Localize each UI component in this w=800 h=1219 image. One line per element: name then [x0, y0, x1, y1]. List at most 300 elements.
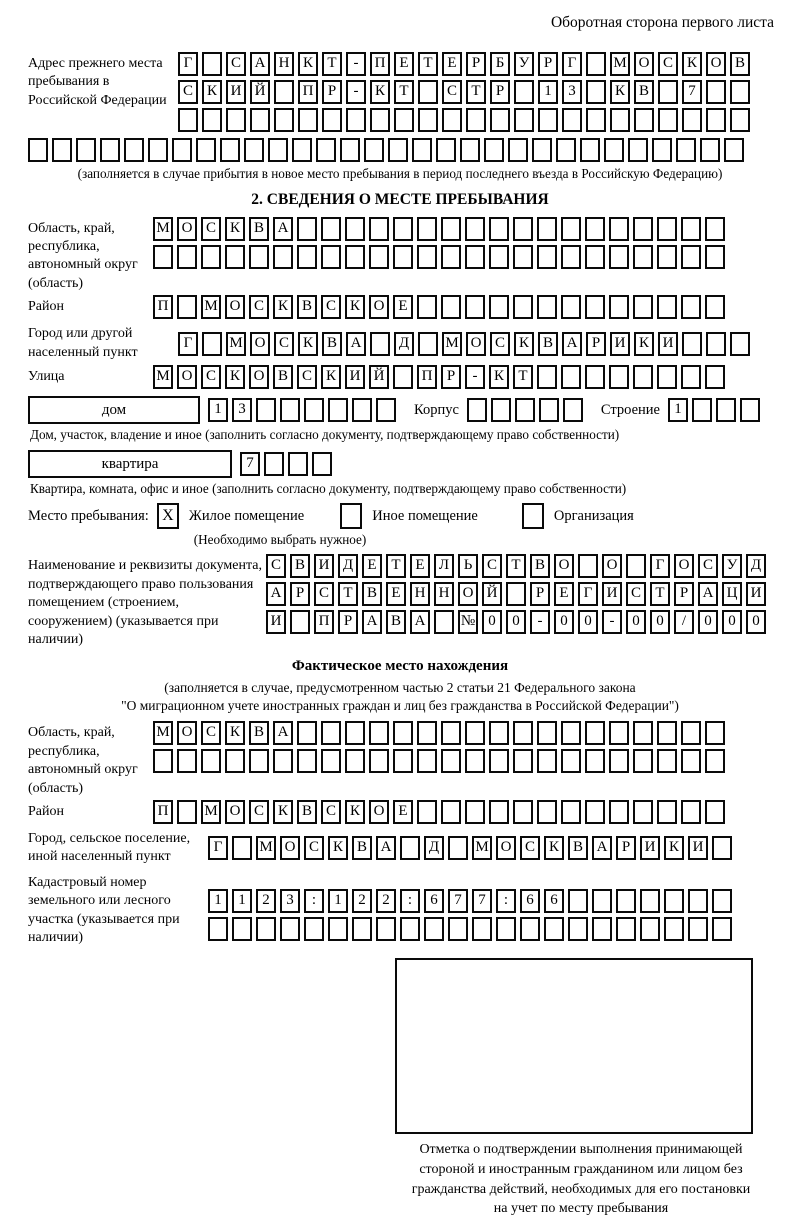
char-cell[interactable] — [633, 800, 653, 824]
char-cell[interactable] — [148, 138, 168, 162]
char-cell[interactable] — [585, 365, 605, 389]
char-cell[interactable] — [657, 245, 677, 269]
char-cell[interactable] — [370, 108, 390, 132]
char-cell[interactable] — [585, 749, 605, 773]
inoe-checkbox[interactable] — [340, 503, 362, 529]
char-cell[interactable] — [712, 889, 732, 913]
char-cell[interactable]: А — [346, 332, 366, 356]
char-cell[interactable]: О — [634, 52, 654, 76]
char-cell[interactable]: К — [634, 332, 654, 356]
char-cell[interactable] — [556, 138, 576, 162]
char-cell[interactable]: 7 — [472, 889, 492, 913]
char-cell[interactable] — [436, 138, 456, 162]
char-cell[interactable]: А — [562, 332, 582, 356]
char-cell[interactable]: Н — [410, 582, 430, 606]
char-cell[interactable] — [369, 217, 389, 241]
char-cell[interactable] — [537, 800, 557, 824]
char-cell[interactable]: С — [249, 800, 269, 824]
char-cell[interactable]: К — [610, 80, 630, 104]
char-cell[interactable] — [417, 295, 437, 319]
char-cell[interactable]: И — [266, 610, 286, 634]
char-cell[interactable] — [297, 749, 317, 773]
char-cell[interactable]: - — [602, 610, 622, 634]
char-cell[interactable] — [706, 108, 726, 132]
char-cell[interactable] — [489, 245, 509, 269]
char-cell[interactable]: Т — [513, 365, 533, 389]
char-cell[interactable] — [340, 138, 360, 162]
char-cell[interactable] — [640, 917, 660, 941]
kvartira-write-in-box[interactable]: квартира — [28, 450, 232, 478]
char-cell[interactable] — [610, 108, 630, 132]
char-cell[interactable]: Б — [490, 52, 510, 76]
dom-write-in-box[interactable]: дом — [28, 396, 200, 424]
char-cell[interactable]: К — [544, 836, 564, 860]
char-cell[interactable] — [250, 108, 270, 132]
char-cell[interactable] — [178, 108, 198, 132]
char-cell[interactable]: О — [706, 52, 726, 76]
char-cell[interactable] — [467, 398, 487, 422]
char-cell[interactable] — [633, 217, 653, 241]
char-cell[interactable] — [508, 138, 528, 162]
char-cell[interactable]: С — [520, 836, 540, 860]
char-cell[interactable] — [273, 245, 293, 269]
char-cell[interactable] — [537, 245, 557, 269]
char-cell[interactable] — [633, 295, 653, 319]
char-cell[interactable]: С — [698, 554, 718, 578]
char-cell[interactable] — [562, 108, 582, 132]
char-cell[interactable]: В — [634, 80, 654, 104]
char-cell[interactable] — [700, 138, 720, 162]
char-cell[interactable] — [513, 295, 533, 319]
char-cell[interactable]: Е — [386, 582, 406, 606]
char-cell[interactable]: П — [153, 295, 173, 319]
char-cell[interactable]: К — [682, 52, 702, 76]
char-cell[interactable] — [489, 749, 509, 773]
char-cell[interactable] — [100, 138, 120, 162]
char-cell[interactable] — [585, 800, 605, 824]
char-cell[interactable]: В — [273, 365, 293, 389]
char-cell[interactable] — [249, 245, 269, 269]
char-cell[interactable]: 7 — [448, 889, 468, 913]
char-cell[interactable]: О — [177, 721, 197, 745]
char-cell[interactable] — [538, 108, 558, 132]
char-cell[interactable]: В — [297, 800, 317, 824]
char-cell[interactable] — [472, 917, 492, 941]
char-cell[interactable]: В — [530, 554, 550, 578]
char-cell[interactable] — [268, 138, 288, 162]
char-cell[interactable]: С — [297, 365, 317, 389]
char-cell[interactable]: В — [290, 554, 310, 578]
char-cell[interactable] — [563, 398, 583, 422]
char-cell[interactable] — [688, 889, 708, 913]
char-cell[interactable]: Е — [393, 295, 413, 319]
char-cell[interactable] — [544, 917, 564, 941]
char-cell[interactable]: С — [321, 800, 341, 824]
char-cell[interactable] — [465, 217, 485, 241]
char-cell[interactable] — [288, 452, 308, 476]
char-cell[interactable]: Т — [394, 80, 414, 104]
char-cell[interactable]: : — [496, 889, 516, 913]
char-cell[interactable] — [592, 889, 612, 913]
char-cell[interactable] — [514, 80, 534, 104]
char-cell[interactable] — [489, 295, 509, 319]
char-cell[interactable]: 6 — [544, 889, 564, 913]
char-cell[interactable] — [225, 749, 245, 773]
char-cell[interactable] — [682, 332, 702, 356]
char-cell[interactable]: Р — [441, 365, 461, 389]
char-cell[interactable]: : — [304, 889, 324, 913]
char-cell[interactable]: К — [664, 836, 684, 860]
char-cell[interactable]: О — [554, 554, 574, 578]
char-cell[interactable] — [730, 108, 750, 132]
char-cell[interactable] — [376, 917, 396, 941]
char-cell[interactable] — [465, 749, 485, 773]
char-cell[interactable] — [586, 80, 606, 104]
char-cell[interactable]: 0 — [506, 610, 526, 634]
char-cell[interactable] — [657, 295, 677, 319]
char-cell[interactable] — [712, 836, 732, 860]
char-cell[interactable] — [280, 398, 300, 422]
char-cell[interactable] — [249, 749, 269, 773]
char-cell[interactable] — [352, 917, 372, 941]
char-cell[interactable]: А — [273, 721, 293, 745]
char-cell[interactable] — [585, 217, 605, 241]
char-cell[interactable]: 6 — [424, 889, 444, 913]
char-cell[interactable]: - — [465, 365, 485, 389]
char-cell[interactable] — [393, 721, 413, 745]
char-cell[interactable]: / — [674, 610, 694, 634]
char-cell[interactable] — [418, 80, 438, 104]
char-cell[interactable]: А — [592, 836, 612, 860]
char-cell[interactable] — [321, 721, 341, 745]
char-cell[interactable] — [681, 721, 701, 745]
char-cell[interactable] — [489, 217, 509, 241]
char-cell[interactable]: Е — [393, 800, 413, 824]
char-cell[interactable] — [202, 108, 222, 132]
char-cell[interactable] — [202, 332, 222, 356]
char-cell[interactable] — [153, 245, 173, 269]
char-cell[interactable]: 1 — [232, 889, 252, 913]
char-cell[interactable] — [177, 245, 197, 269]
char-cell[interactable]: 0 — [482, 610, 502, 634]
char-cell[interactable]: С — [178, 80, 198, 104]
char-cell[interactable] — [393, 245, 413, 269]
char-cell[interactable] — [609, 749, 629, 773]
char-cell[interactable]: Р — [322, 80, 342, 104]
char-cell[interactable]: Р — [586, 332, 606, 356]
char-cell[interactable]: А — [376, 836, 396, 860]
char-cell[interactable] — [321, 217, 341, 241]
char-cell[interactable] — [490, 108, 510, 132]
char-cell[interactable]: К — [370, 80, 390, 104]
char-cell[interactable]: 2 — [256, 889, 276, 913]
char-cell[interactable] — [208, 917, 228, 941]
char-cell[interactable] — [465, 245, 485, 269]
char-cell[interactable]: Р — [290, 582, 310, 606]
char-cell[interactable]: С — [482, 554, 502, 578]
char-cell[interactable]: 2 — [376, 889, 396, 913]
char-cell[interactable] — [202, 52, 222, 76]
char-cell[interactable] — [633, 721, 653, 745]
char-cell[interactable] — [424, 917, 444, 941]
char-cell[interactable] — [537, 217, 557, 241]
char-cell[interactable]: Е — [442, 52, 462, 76]
char-cell[interactable]: А — [273, 217, 293, 241]
char-cell[interactable] — [515, 398, 535, 422]
char-cell[interactable]: И — [610, 332, 630, 356]
char-cell[interactable] — [609, 217, 629, 241]
char-cell[interactable] — [442, 108, 462, 132]
char-cell[interactable] — [369, 245, 389, 269]
char-cell[interactable] — [585, 295, 605, 319]
char-cell[interactable] — [634, 108, 654, 132]
char-cell[interactable] — [76, 138, 96, 162]
char-cell[interactable]: Ц — [722, 582, 742, 606]
char-cell[interactable]: Р — [338, 610, 358, 634]
char-cell[interactable] — [664, 889, 684, 913]
char-cell[interactable] — [232, 917, 252, 941]
char-cell[interactable]: - — [346, 80, 366, 104]
char-cell[interactable] — [28, 138, 48, 162]
char-cell[interactable]: М — [153, 721, 173, 745]
char-cell[interactable]: 3 — [232, 398, 252, 422]
char-cell[interactable] — [460, 138, 480, 162]
char-cell[interactable]: К — [273, 295, 293, 319]
char-cell[interactable] — [692, 398, 712, 422]
char-cell[interactable] — [496, 917, 516, 941]
char-cell[interactable] — [705, 365, 725, 389]
char-cell[interactable] — [592, 917, 612, 941]
char-cell[interactable]: П — [417, 365, 437, 389]
char-cell[interactable] — [201, 245, 221, 269]
char-cell[interactable]: Й — [369, 365, 389, 389]
char-cell[interactable] — [706, 332, 726, 356]
char-cell[interactable] — [256, 398, 276, 422]
char-cell[interactable] — [513, 749, 533, 773]
char-cell[interactable]: Т — [466, 80, 486, 104]
char-cell[interactable] — [609, 800, 629, 824]
char-cell[interactable]: И — [226, 80, 246, 104]
char-cell[interactable]: 0 — [578, 610, 598, 634]
char-cell[interactable] — [539, 398, 559, 422]
char-cell[interactable] — [345, 245, 365, 269]
char-cell[interactable] — [586, 52, 606, 76]
char-cell[interactable]: Д — [394, 332, 414, 356]
char-cell[interactable] — [369, 749, 389, 773]
char-cell[interactable]: Г — [178, 52, 198, 76]
char-cell[interactable]: О — [225, 295, 245, 319]
char-cell[interactable] — [388, 138, 408, 162]
zhiloe-checkbox[interactable]: X — [157, 503, 179, 529]
char-cell[interactable] — [274, 80, 294, 104]
organizatsiya-checkbox[interactable] — [522, 503, 544, 529]
char-cell[interactable]: С — [490, 332, 510, 356]
char-cell[interactable] — [712, 917, 732, 941]
char-cell[interactable] — [393, 217, 413, 241]
char-cell[interactable]: М — [226, 332, 246, 356]
char-cell[interactable] — [658, 108, 678, 132]
char-cell[interactable]: М — [153, 365, 173, 389]
char-cell[interactable]: Г — [578, 582, 598, 606]
char-cell[interactable] — [465, 800, 485, 824]
char-cell[interactable]: У — [514, 52, 534, 76]
char-cell[interactable]: Р — [674, 582, 694, 606]
char-cell[interactable]: С — [626, 582, 646, 606]
char-cell[interactable] — [578, 554, 598, 578]
char-cell[interactable] — [321, 749, 341, 773]
char-cell[interactable]: 1 — [668, 398, 688, 422]
char-cell[interactable] — [465, 721, 485, 745]
char-cell[interactable]: С — [304, 836, 324, 860]
char-cell[interactable]: 0 — [626, 610, 646, 634]
char-cell[interactable]: К — [345, 295, 365, 319]
char-cell[interactable]: И — [314, 554, 334, 578]
char-cell[interactable]: О — [458, 582, 478, 606]
char-cell[interactable] — [290, 610, 310, 634]
char-cell[interactable] — [177, 749, 197, 773]
char-cell[interactable] — [417, 721, 437, 745]
char-cell[interactable] — [441, 245, 461, 269]
char-cell[interactable]: П — [298, 80, 318, 104]
char-cell[interactable]: Т — [506, 554, 526, 578]
char-cell[interactable]: С — [266, 554, 286, 578]
char-cell[interactable] — [657, 217, 677, 241]
char-cell[interactable] — [177, 800, 197, 824]
char-cell[interactable]: Т — [650, 582, 670, 606]
char-cell[interactable] — [705, 800, 725, 824]
char-cell[interactable] — [352, 398, 372, 422]
char-cell[interactable] — [561, 365, 581, 389]
char-cell[interactable]: Г — [178, 332, 198, 356]
char-cell[interactable] — [489, 800, 509, 824]
char-cell[interactable] — [681, 749, 701, 773]
char-cell[interactable] — [417, 217, 437, 241]
char-cell[interactable] — [466, 108, 486, 132]
char-cell[interactable]: В — [352, 836, 372, 860]
char-cell[interactable]: 3 — [562, 80, 582, 104]
char-cell[interactable] — [417, 800, 437, 824]
char-cell[interactable]: Й — [250, 80, 270, 104]
char-cell[interactable]: П — [153, 800, 173, 824]
char-cell[interactable] — [328, 917, 348, 941]
char-cell[interactable]: М — [610, 52, 630, 76]
char-cell[interactable] — [676, 138, 696, 162]
char-cell[interactable]: К — [345, 800, 365, 824]
char-cell[interactable]: Д — [746, 554, 766, 578]
char-cell[interactable]: С — [442, 80, 462, 104]
char-cell[interactable] — [609, 365, 629, 389]
char-cell[interactable] — [513, 245, 533, 269]
char-cell[interactable] — [537, 749, 557, 773]
char-cell[interactable] — [244, 138, 264, 162]
char-cell[interactable] — [400, 836, 420, 860]
char-cell[interactable] — [297, 721, 317, 745]
char-cell[interactable] — [616, 917, 636, 941]
char-cell[interactable] — [297, 245, 317, 269]
char-cell[interactable]: : — [400, 889, 420, 913]
char-cell[interactable] — [232, 836, 252, 860]
char-cell[interactable]: И — [746, 582, 766, 606]
char-cell[interactable] — [256, 917, 276, 941]
char-cell[interactable] — [417, 749, 437, 773]
char-cell[interactable]: М — [442, 332, 462, 356]
char-cell[interactable]: О — [674, 554, 694, 578]
char-cell[interactable]: С — [201, 721, 221, 745]
char-cell[interactable]: В — [386, 610, 406, 634]
char-cell[interactable] — [537, 365, 557, 389]
char-cell[interactable] — [441, 217, 461, 241]
char-cell[interactable]: И — [640, 836, 660, 860]
char-cell[interactable] — [705, 245, 725, 269]
char-cell[interactable] — [561, 800, 581, 824]
char-cell[interactable] — [345, 217, 365, 241]
char-cell[interactable]: Г — [562, 52, 582, 76]
char-cell[interactable] — [196, 138, 216, 162]
char-cell[interactable]: С — [274, 332, 294, 356]
char-cell[interactable]: Ь — [458, 554, 478, 578]
char-cell[interactable]: Н — [274, 52, 294, 76]
char-cell[interactable] — [418, 108, 438, 132]
char-cell[interactable] — [513, 800, 533, 824]
char-cell[interactable] — [657, 721, 677, 745]
char-cell[interactable] — [491, 398, 511, 422]
char-cell[interactable]: С — [321, 295, 341, 319]
char-cell[interactable] — [681, 365, 701, 389]
char-cell[interactable] — [484, 138, 504, 162]
char-cell[interactable] — [124, 138, 144, 162]
char-cell[interactable]: Д — [338, 554, 358, 578]
char-cell[interactable] — [585, 245, 605, 269]
char-cell[interactable] — [273, 749, 293, 773]
char-cell[interactable]: № — [458, 610, 478, 634]
char-cell[interactable]: К — [225, 217, 245, 241]
char-cell[interactable]: О — [177, 217, 197, 241]
char-cell[interactable] — [369, 721, 389, 745]
char-cell[interactable] — [640, 889, 660, 913]
char-cell[interactable] — [393, 749, 413, 773]
char-cell[interactable] — [688, 917, 708, 941]
char-cell[interactable]: А — [362, 610, 382, 634]
char-cell[interactable] — [322, 108, 342, 132]
char-cell[interactable] — [609, 245, 629, 269]
char-cell[interactable]: М — [153, 217, 173, 241]
char-cell[interactable] — [465, 295, 485, 319]
char-cell[interactable]: И — [345, 365, 365, 389]
char-cell[interactable]: 1 — [328, 889, 348, 913]
char-cell[interactable]: П — [370, 52, 390, 76]
char-cell[interactable]: И — [658, 332, 678, 356]
char-cell[interactable] — [441, 800, 461, 824]
char-cell[interactable] — [489, 721, 509, 745]
char-cell[interactable] — [706, 80, 726, 104]
char-cell[interactable]: К — [328, 836, 348, 860]
char-cell[interactable] — [153, 749, 173, 773]
char-cell[interactable]: А — [266, 582, 286, 606]
char-cell[interactable]: К — [225, 721, 245, 745]
char-cell[interactable]: Р — [490, 80, 510, 104]
char-cell[interactable]: 1 — [208, 889, 228, 913]
char-cell[interactable]: 7 — [240, 452, 260, 476]
char-cell[interactable]: 2 — [352, 889, 372, 913]
char-cell[interactable]: Р — [466, 52, 486, 76]
char-cell[interactable] — [705, 295, 725, 319]
char-cell[interactable]: О — [250, 332, 270, 356]
char-cell[interactable] — [448, 836, 468, 860]
char-cell[interactable]: В — [249, 217, 269, 241]
char-cell[interactable] — [418, 332, 438, 356]
char-cell[interactable]: Т — [418, 52, 438, 76]
char-cell[interactable]: А — [698, 582, 718, 606]
